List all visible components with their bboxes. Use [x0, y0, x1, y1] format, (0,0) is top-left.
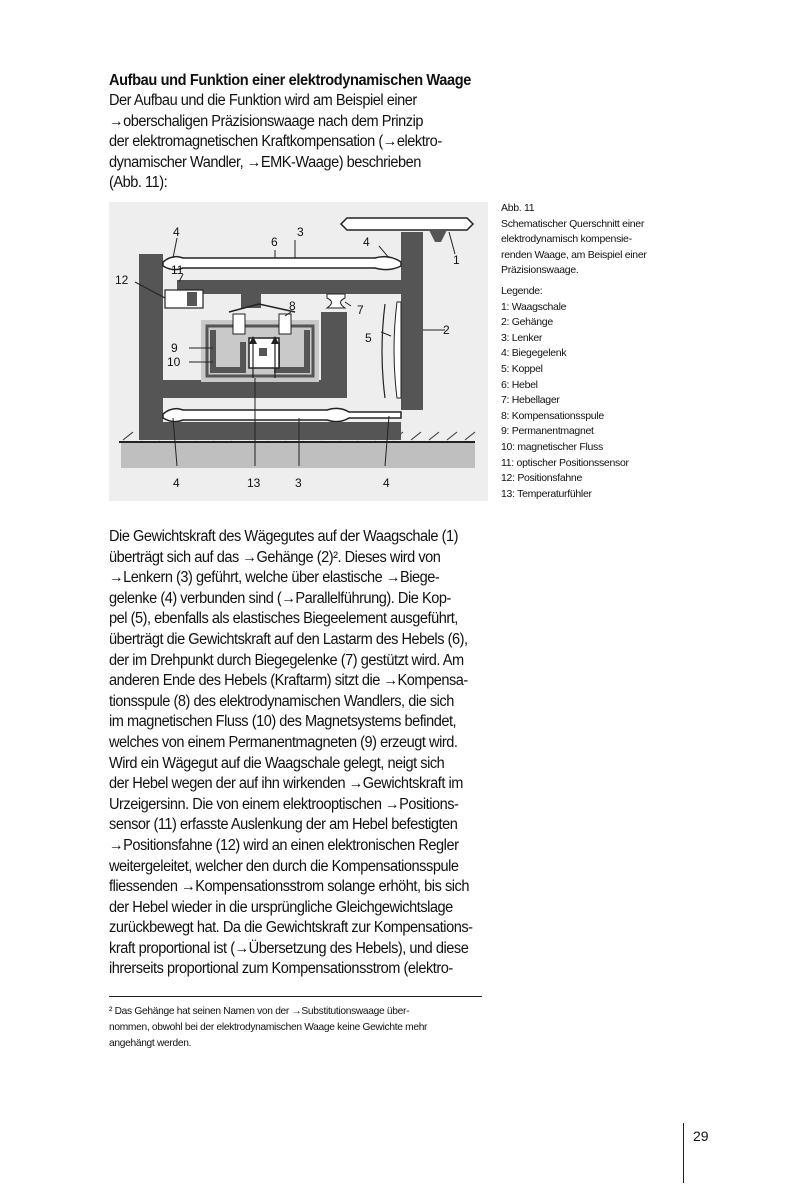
legend-item: 8: Kompensationsspule: [501, 409, 604, 422]
caption-line: Präzisionswaage.: [501, 264, 579, 277]
label-12: 12: [115, 273, 129, 287]
position-vane: [187, 292, 197, 306]
label-4-top-left: 4: [173, 225, 180, 239]
intro-section: [109, 70, 489, 194]
body-line: gelenke (4) verbunden sind (→Parallelführung). Die Kop-: [109, 589, 451, 607]
frame-floor: [139, 380, 347, 398]
body-line: weitergeleitet, welcher den durch die Kompensationsspule: [109, 857, 459, 875]
intro-line: (Abb. 11):: [109, 174, 168, 192]
intro-line: dynamischer Wandler, →EMK-Waage) beschrieben: [109, 153, 421, 171]
body-line: Die Gewichtskraft des Wägegutes auf der Waagschale (1): [109, 528, 459, 545]
balance-cross-section-figure: [109, 202, 488, 501]
coupling-outline: [382, 304, 385, 398]
coil-former: [229, 304, 295, 312]
hanger: [401, 232, 423, 410]
body-line: →Lenkern (3) geführt, welche über elastische →Biege-: [109, 569, 440, 587]
legend-item: 6: Hebel: [501, 378, 538, 391]
legend-item: 12: Positionsfahne: [501, 472, 582, 485]
upper-guide: [163, 257, 401, 270]
frame-inner-post: [321, 312, 347, 398]
compensation-coil-left: [233, 314, 245, 334]
coupling: [394, 302, 401, 398]
weighing-pan: [341, 218, 473, 230]
label-10: 10: [167, 355, 181, 369]
page-number: 29: [693, 1128, 709, 1144]
legend-item: 7: Hebellager: [501, 394, 560, 407]
legend-item: 11: optischer Positionssensor: [501, 456, 629, 469]
label-5: 5: [365, 331, 372, 345]
body-line: kraft proportional ist (→Übersetzung des Hebels), und diese: [109, 939, 469, 957]
body-line: pel (5), ebenfalls als elastisches Biegeelement ausgeführt,: [109, 610, 458, 628]
label-1: 1: [453, 253, 460, 267]
body-line: zurückbewegt hat. Da die Gewichtskraft zur Kompensations-: [109, 919, 473, 937]
legend-item: 4: Biegegelenk: [501, 347, 567, 360]
frame-bottom-bar: [163, 422, 401, 440]
footnote: [109, 1004, 484, 1052]
body-line: anderen Ende des Hebels (Kraftarm) sitzt die →Kompensa-: [109, 672, 468, 690]
footnote-line: nommen, obwohl bei der elektrodynamischen Waage keine Gewichte mehr: [109, 1022, 428, 1033]
intro-line: der elektromagnetischen Kraftkompensation (→elektro-: [109, 133, 442, 151]
pan-carrier: [429, 230, 447, 242]
lever-bearing: [327, 294, 345, 308]
body-line: tionsspule (8) des elektrodynamischen Wandlers, die sich: [109, 692, 454, 710]
body-line: Urzeigersinn. Die von einem elektrooptischen →Positions-: [109, 795, 459, 813]
caption-line: Schematischer Querschnitt einer: [501, 217, 645, 230]
label-3-top: 3: [297, 225, 304, 239]
label-4-bottom-right: 4: [383, 476, 390, 490]
label-9: 9: [171, 341, 178, 355]
label-8: 8: [289, 299, 296, 313]
footnote-line: ² Das Gehänge hat seinen Namen von der →Substitutionswaage über-: [109, 1006, 410, 1017]
lever: [177, 280, 401, 294]
legend-item: 5: Koppel: [501, 362, 543, 375]
label-7: 7: [357, 303, 364, 317]
caption-line: Abb. 11: [501, 202, 535, 214]
body-line: der Hebel wieder in die ursprüngliche Gleichgewichtslage: [109, 898, 453, 916]
footnote-divider: [109, 996, 482, 997]
body-line: sensor (11) erfasste Auslenkung der am Hebel befestigten: [109, 816, 458, 834]
label-4-bottom-left: 4: [173, 476, 180, 490]
body-paragraph: [109, 527, 489, 980]
intro-line: Der Aufbau und die Funktion wird am Beispiel einer: [109, 92, 417, 109]
lower-guide: [163, 408, 401, 421]
footnote-line: angehängt werden.: [109, 1038, 192, 1049]
legend-item: 10: magnetischer Fluss: [501, 440, 603, 453]
legend-item: 9: Permanentmagnet: [501, 425, 594, 438]
figure-caption: [501, 201, 681, 502]
floor-base: [121, 442, 475, 468]
caption-line: elektrodynamisch kompensie-: [501, 233, 632, 246]
page-number-divider: [683, 1123, 684, 1183]
compensation-coil-right: [279, 314, 291, 334]
body-line: →Positionsfahne (12) wird an einen elektronischen Regler: [109, 836, 459, 854]
body-line: überträgt sich auf das →Gehänge (2)². Dieses wird von: [109, 548, 441, 566]
body-line: im magnetischen Fluss (10) des Magnetsystems befindet,: [109, 713, 457, 731]
body-line: der im Drehpunkt durch Biegegelenke (7) gestützt wird. Am: [109, 651, 464, 669]
legend-item: 2: Gehänge: [501, 316, 553, 329]
body-line: fliessenden →Kompensationsstrom solange erhöht, bis sich: [109, 878, 470, 896]
label-4-top-right: 4: [363, 235, 370, 249]
body-line: Wird ein Wägegut auf die Waagschale gelegt, neigt sich: [109, 754, 445, 772]
position-sensor: [165, 290, 203, 308]
body-line: überträgt die Gewichtskraft auf den Lastarm des Hebels (6),: [109, 630, 468, 648]
section-heading: Aufbau und Funktion einer elektrodynamischen Waage: [109, 72, 471, 89]
caption-line: renden Waage, am Beispiel einer: [501, 248, 647, 261]
balance-schematic: [109, 202, 488, 501]
frame-left-wall: [139, 254, 163, 440]
intro-paragraph: [109, 91, 489, 194]
label-11: 11: [171, 263, 184, 277]
body-line: welches von einem Permanentmagneten (9) erzeugt wird.: [109, 733, 458, 751]
legend-item: 13: Temperaturfühler: [501, 487, 592, 500]
intro-line: →oberschaligen Präzisionswaage nach dem Prinzip: [109, 112, 424, 130]
legend-title: Legende:: [501, 284, 543, 297]
body-line: der Hebel wegen der auf ihn wirkenden →Gewichtskraft im: [109, 775, 463, 793]
label-2: 2: [443, 323, 450, 337]
label-6: 6: [271, 235, 278, 249]
label-3-bottom: 3: [295, 476, 302, 490]
legend-item: 1: Waagschale: [501, 300, 567, 313]
temperature-sensor: [259, 348, 267, 356]
label-13: 13: [247, 476, 261, 490]
legend-item: 3: Lenker: [501, 331, 543, 344]
body-line: ihrerseits proportional zum Kompensationsstrom (elektro-: [109, 960, 453, 978]
